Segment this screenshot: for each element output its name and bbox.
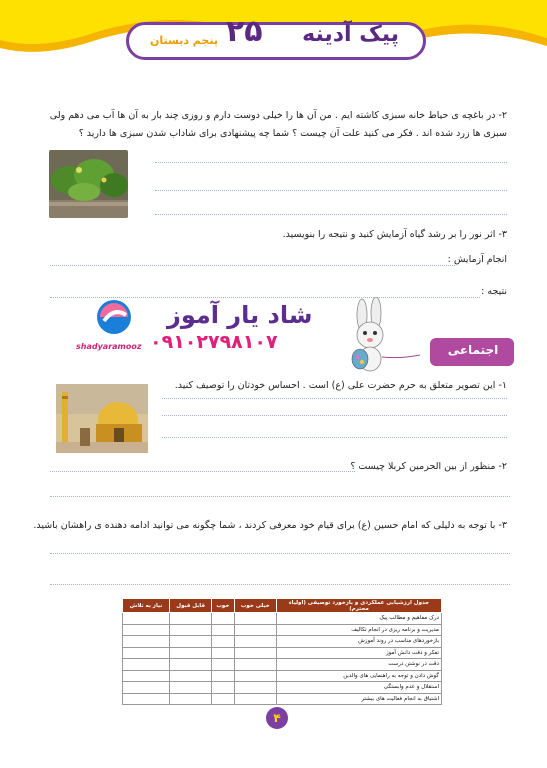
social-question-3: ۳- با توجه به دلیلی که امام حسین (ع) برای قیام خود معرفی کردند ، شما چگونه می توانید ادامه دهنده ی راهشان باشید. bbox=[33, 520, 507, 531]
rating-cell[interactable] bbox=[123, 693, 170, 705]
rating-cell[interactable] bbox=[212, 659, 234, 671]
table-header-row bbox=[123, 599, 442, 613]
shrine-photo bbox=[56, 384, 148, 453]
table-header-very-good: خیلی خوب bbox=[234, 599, 276, 613]
rating-cell[interactable] bbox=[212, 647, 234, 659]
answer-line[interactable] bbox=[50, 584, 510, 585]
table-header-acceptable: قابل قبول bbox=[170, 599, 212, 613]
rating-cell[interactable] bbox=[123, 624, 170, 636]
answer-line[interactable] bbox=[155, 190, 507, 191]
rating-cell[interactable] bbox=[234, 659, 276, 671]
rating-cell[interactable] bbox=[170, 613, 212, 625]
rating-cell[interactable] bbox=[234, 693, 276, 705]
criterion: بازخوردهای مناسب در روند آموزش bbox=[277, 636, 442, 648]
criterion: گوش دادن و توجه به راهنمایی های والدین bbox=[277, 670, 442, 682]
table-row bbox=[123, 636, 442, 648]
answer-line[interactable] bbox=[162, 415, 507, 416]
answer-line[interactable] bbox=[155, 162, 507, 163]
rating-cell[interactable] bbox=[234, 624, 276, 636]
issue-number: ۲۵ bbox=[226, 14, 263, 49]
table-row bbox=[123, 624, 442, 636]
science-question-3: ۳- اثر نور را بر رشد گیاه آزمایش کنید و نتیجه را بنویسید. bbox=[282, 229, 507, 240]
page-title: پیک آدینه bbox=[302, 22, 399, 47]
rating-cell[interactable] bbox=[123, 670, 170, 682]
result-label: نتیجه : bbox=[481, 286, 507, 297]
criterion: استقلال و عدم وابستگی bbox=[277, 682, 442, 694]
rating-cell[interactable] bbox=[212, 636, 234, 648]
rating-cell[interactable] bbox=[123, 647, 170, 659]
rating-cell[interactable] bbox=[170, 693, 212, 705]
social-studies-label: اجتماعی bbox=[447, 343, 499, 357]
brand-name: شاد یار آموز bbox=[167, 301, 313, 329]
table-row bbox=[123, 693, 442, 705]
answer-line[interactable] bbox=[155, 214, 507, 215]
vegetable-garden-photo bbox=[49, 150, 128, 218]
rating-cell[interactable] bbox=[212, 613, 234, 625]
rating-cell[interactable] bbox=[234, 636, 276, 648]
table-row bbox=[123, 659, 442, 671]
brand-url: shadyaramooz bbox=[76, 342, 142, 351]
table-row bbox=[123, 670, 442, 682]
rating-cell[interactable] bbox=[170, 659, 212, 671]
social-question-2: ۲- منظور از بین الحرمین کربلا چیست ؟ bbox=[350, 461, 507, 472]
rating-cell[interactable] bbox=[123, 659, 170, 671]
criterion: درک مفاهیم و مطالب پیک bbox=[277, 613, 442, 625]
rating-cell[interactable] bbox=[212, 670, 234, 682]
rating-cell[interactable] bbox=[170, 647, 212, 659]
table-row bbox=[123, 682, 442, 694]
science-question-2-line-1: ۲- در باغچه ی حیاط خانه سبزی کاشته ایم . من آن ها را خیلی دوست دارم و روزی چند بار به آن ها آب می دهم ولی bbox=[49, 110, 507, 121]
table-header-needs-effort: نیاز به تلاش bbox=[123, 599, 170, 613]
evaluation-table bbox=[122, 598, 442, 705]
shadyaramooz-logo-icon bbox=[94, 297, 134, 337]
answer-line[interactable] bbox=[50, 471, 355, 472]
experiment-label: انجام آزمایش : bbox=[447, 254, 507, 265]
criterion: دقت در نوشتن درست bbox=[277, 659, 442, 671]
rating-cell[interactable] bbox=[123, 682, 170, 694]
rating-cell[interactable] bbox=[123, 636, 170, 648]
criterion: تفکر و دقت دانش آموز bbox=[277, 647, 442, 659]
rating-cell[interactable] bbox=[234, 670, 276, 682]
page-number: ۴ bbox=[266, 707, 288, 729]
answer-line[interactable] bbox=[50, 265, 455, 266]
rating-cell[interactable] bbox=[234, 647, 276, 659]
brand-phone: ۰۹۱۰۲۷۹۸۱۰۷ bbox=[150, 331, 278, 353]
table-row bbox=[123, 613, 442, 625]
rating-cell[interactable] bbox=[170, 682, 212, 694]
answer-line[interactable] bbox=[50, 553, 510, 554]
rating-cell[interactable] bbox=[170, 624, 212, 636]
table-row bbox=[123, 647, 442, 659]
rating-cell[interactable] bbox=[234, 613, 276, 625]
bunny-mascot-icon bbox=[330, 297, 420, 377]
grade-subtitle: پنجم دبستان bbox=[150, 34, 218, 47]
rating-cell[interactable] bbox=[123, 613, 170, 625]
header-banner bbox=[0, 0, 547, 70]
science-question-2-line-2: سبزی ها زرد شده اند . فکر می کنید علت آن چیست ؟ شما چه پیشنهادی برای شاداب شدن سبزی ها دارید ؟ bbox=[78, 128, 507, 139]
social-question-1: ۱- این تصویر متعلق به حرم حضرت علی (ع) است . احساس خودتان را توصیف کنید. bbox=[174, 380, 507, 391]
rating-cell[interactable] bbox=[170, 670, 212, 682]
answer-line[interactable] bbox=[50, 496, 510, 497]
rating-cell[interactable] bbox=[170, 636, 212, 648]
rating-cell[interactable] bbox=[234, 682, 276, 694]
rating-cell[interactable] bbox=[212, 682, 234, 694]
answer-line[interactable] bbox=[162, 437, 507, 438]
criterion: مدیریت و برنامه ریزی در انجام تکالیف bbox=[277, 624, 442, 636]
table-header-criteria: جدول ارزشیابی عملکردی و بازخورد توصیفی (اولیاء محترم) bbox=[277, 599, 442, 613]
rating-cell[interactable] bbox=[212, 693, 234, 705]
answer-line[interactable] bbox=[162, 398, 507, 399]
criterion: اشتیاق به انجام فعالیت های بیشتر bbox=[277, 693, 442, 705]
rating-cell[interactable] bbox=[212, 624, 234, 636]
table-header-good: خوب bbox=[212, 599, 234, 613]
